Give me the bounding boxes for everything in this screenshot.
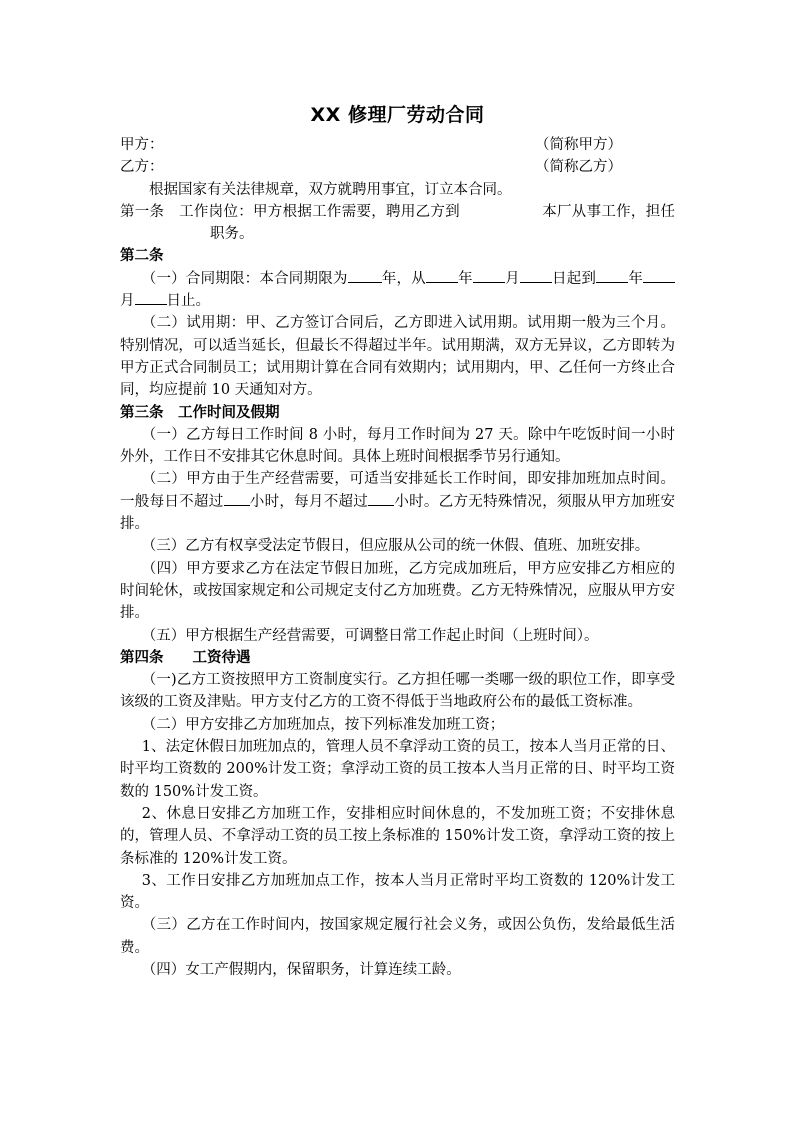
article-4-item-1: 1、法定休假日加班加点的，管理人员不拿浮动工资的员工，按本人当月正常的日、时平均工资数的 200%计发工资；拿浮动工资的员工按本人当月正常的日、时平均工资数的 150%计发工资。 xyxy=(120,739,675,800)
article-4-clause-2: （二）甲方安排乙方加班加点，按下列标准发加班工资； xyxy=(141,716,505,733)
article-4-clause-1: （一)乙方工资按照甲方工资制度实行。乙方担任哪一类哪一级的职位工作，即享受该级的工资及津贴。甲方支付乙方的工资不得低于当地政府公布的最低工资标准。 xyxy=(120,672,675,711)
article-4-clause-3: （三）乙方在工作时间内，按国家规定履行社会义务，或因公负伤，发给最低生活费。 xyxy=(120,917,675,956)
term-blank-start-year xyxy=(426,268,458,283)
term-text-g: 月 xyxy=(120,293,135,310)
article-3-heading: 第三条 工作时间及假期 xyxy=(120,404,280,421)
overtime-blank-monthly xyxy=(368,491,394,506)
term-text-c: 年 xyxy=(457,270,473,287)
document-title: XX 修理厂劳动合同 xyxy=(310,104,485,126)
term-blank-end-month xyxy=(643,268,675,283)
party-a-short: （简称甲方） xyxy=(535,137,622,153)
article-4-clause-4: （四）女工产假期内，保留职务，计算连续工龄。 xyxy=(141,961,461,978)
overtime-text-c: 小时。乙方无特殊情况，须服从甲方加班安排。 xyxy=(120,493,676,533)
article-3-clause-2 xyxy=(120,468,675,535)
article-1-part2: 本厂从事工作，担任 xyxy=(541,203,675,220)
term-blank-start-day xyxy=(520,268,552,283)
party-b-short: （简称乙方） xyxy=(535,159,622,176)
party-b-line xyxy=(120,156,675,178)
term-blank-years xyxy=(348,268,382,283)
term-blank-end-day xyxy=(135,290,167,305)
article-1-part3: 职务。 xyxy=(210,226,254,243)
article-2-clause-2: （二）试用期：甲、乙方签订合同后，乙方即进入试用期。试用期一般为三个月。特别情况，可以适当延长，但最长不得超过半年。试用期满，双方无异议，乙方即转为甲方正式合同制员工；试用期计算在合同有效期内；试用期内，甲、乙任何一方终止合同，均应提前 10 天通知对方。 xyxy=(120,315,675,399)
party-b-label: 乙方： xyxy=(120,159,164,176)
term-text-h: 日止。 xyxy=(166,293,210,310)
term-text-d: 月 xyxy=(504,270,520,287)
article-3-clause-5: （五）甲方根据生产经营需要，可调整日常工作起止时间（上班时间）。 xyxy=(141,627,599,644)
article-1-paragraph xyxy=(120,201,675,246)
article-4-item-2: 2、休息日安排乙方加班工作，安排相应时间休息的，不发加班工资；不安排休息的，管理人员、不拿浮动工资的员工按上条标准的 150%计发工资，拿浮动工资的按上条标准的 120%计发工资。 xyxy=(120,805,675,867)
article-2-clause-1 xyxy=(120,268,675,313)
article-1-part1: 第一条 工作岗位：甲方根据工作需要，聘用乙方到 xyxy=(120,203,460,220)
overtime-text-b: 小时，每月不超过 xyxy=(249,493,369,510)
term-text-b: 年，从 xyxy=(381,270,426,287)
overtime-blank-daily xyxy=(224,491,250,506)
term-blank-start-month xyxy=(473,268,505,283)
term-text-e: 日起到 xyxy=(551,270,597,287)
article-4-heading: 第四条 工资待遇 xyxy=(120,649,251,666)
article-2-heading: 第二条 xyxy=(120,248,164,265)
term-text-a: （一）合同期限：本合同期限为 xyxy=(141,270,348,287)
party-a-line xyxy=(120,134,675,156)
contract-page xyxy=(120,100,675,981)
article-3-clause-1: （一）乙方每日工作时间 8 小时，每月工作时间为 27 天。除中午吃饭时间一小时外外，工作日不安排其它休息时间。具体上班时间根据季节另行通知。 xyxy=(120,426,675,466)
article-3-clause-3: （三）乙方有权享受法定节假日，但应服从公司的统一休假、值班、加班安排。 xyxy=(141,538,650,555)
party-a-label: 甲方： xyxy=(120,137,164,153)
term-blank-end-year xyxy=(596,268,628,283)
overtime-text-a: （二）甲方由于生产经营需要，可适当安排延长工作时间，即安排加班加点时间。一般每日不超过 xyxy=(120,471,675,510)
term-text-f: 年 xyxy=(628,270,644,287)
intro-paragraph: 根据国家有关法律规章，双方就聘用事宜，订立本合同。 xyxy=(149,181,512,198)
article-3-clause-4: （四）甲方要求乙方在法定节假日加班，乙方完成加班后，甲方应安排乙方相应的时间轮休，或按国家规定和公司规定支付乙方加班费。乙方无特殊情况，应服从甲方安排。 xyxy=(120,560,675,622)
article-4-item-3: 3、工作日安排乙方加班加点工作，按本人当月正常时平均工资数的 120%计发工资。 xyxy=(120,872,675,912)
